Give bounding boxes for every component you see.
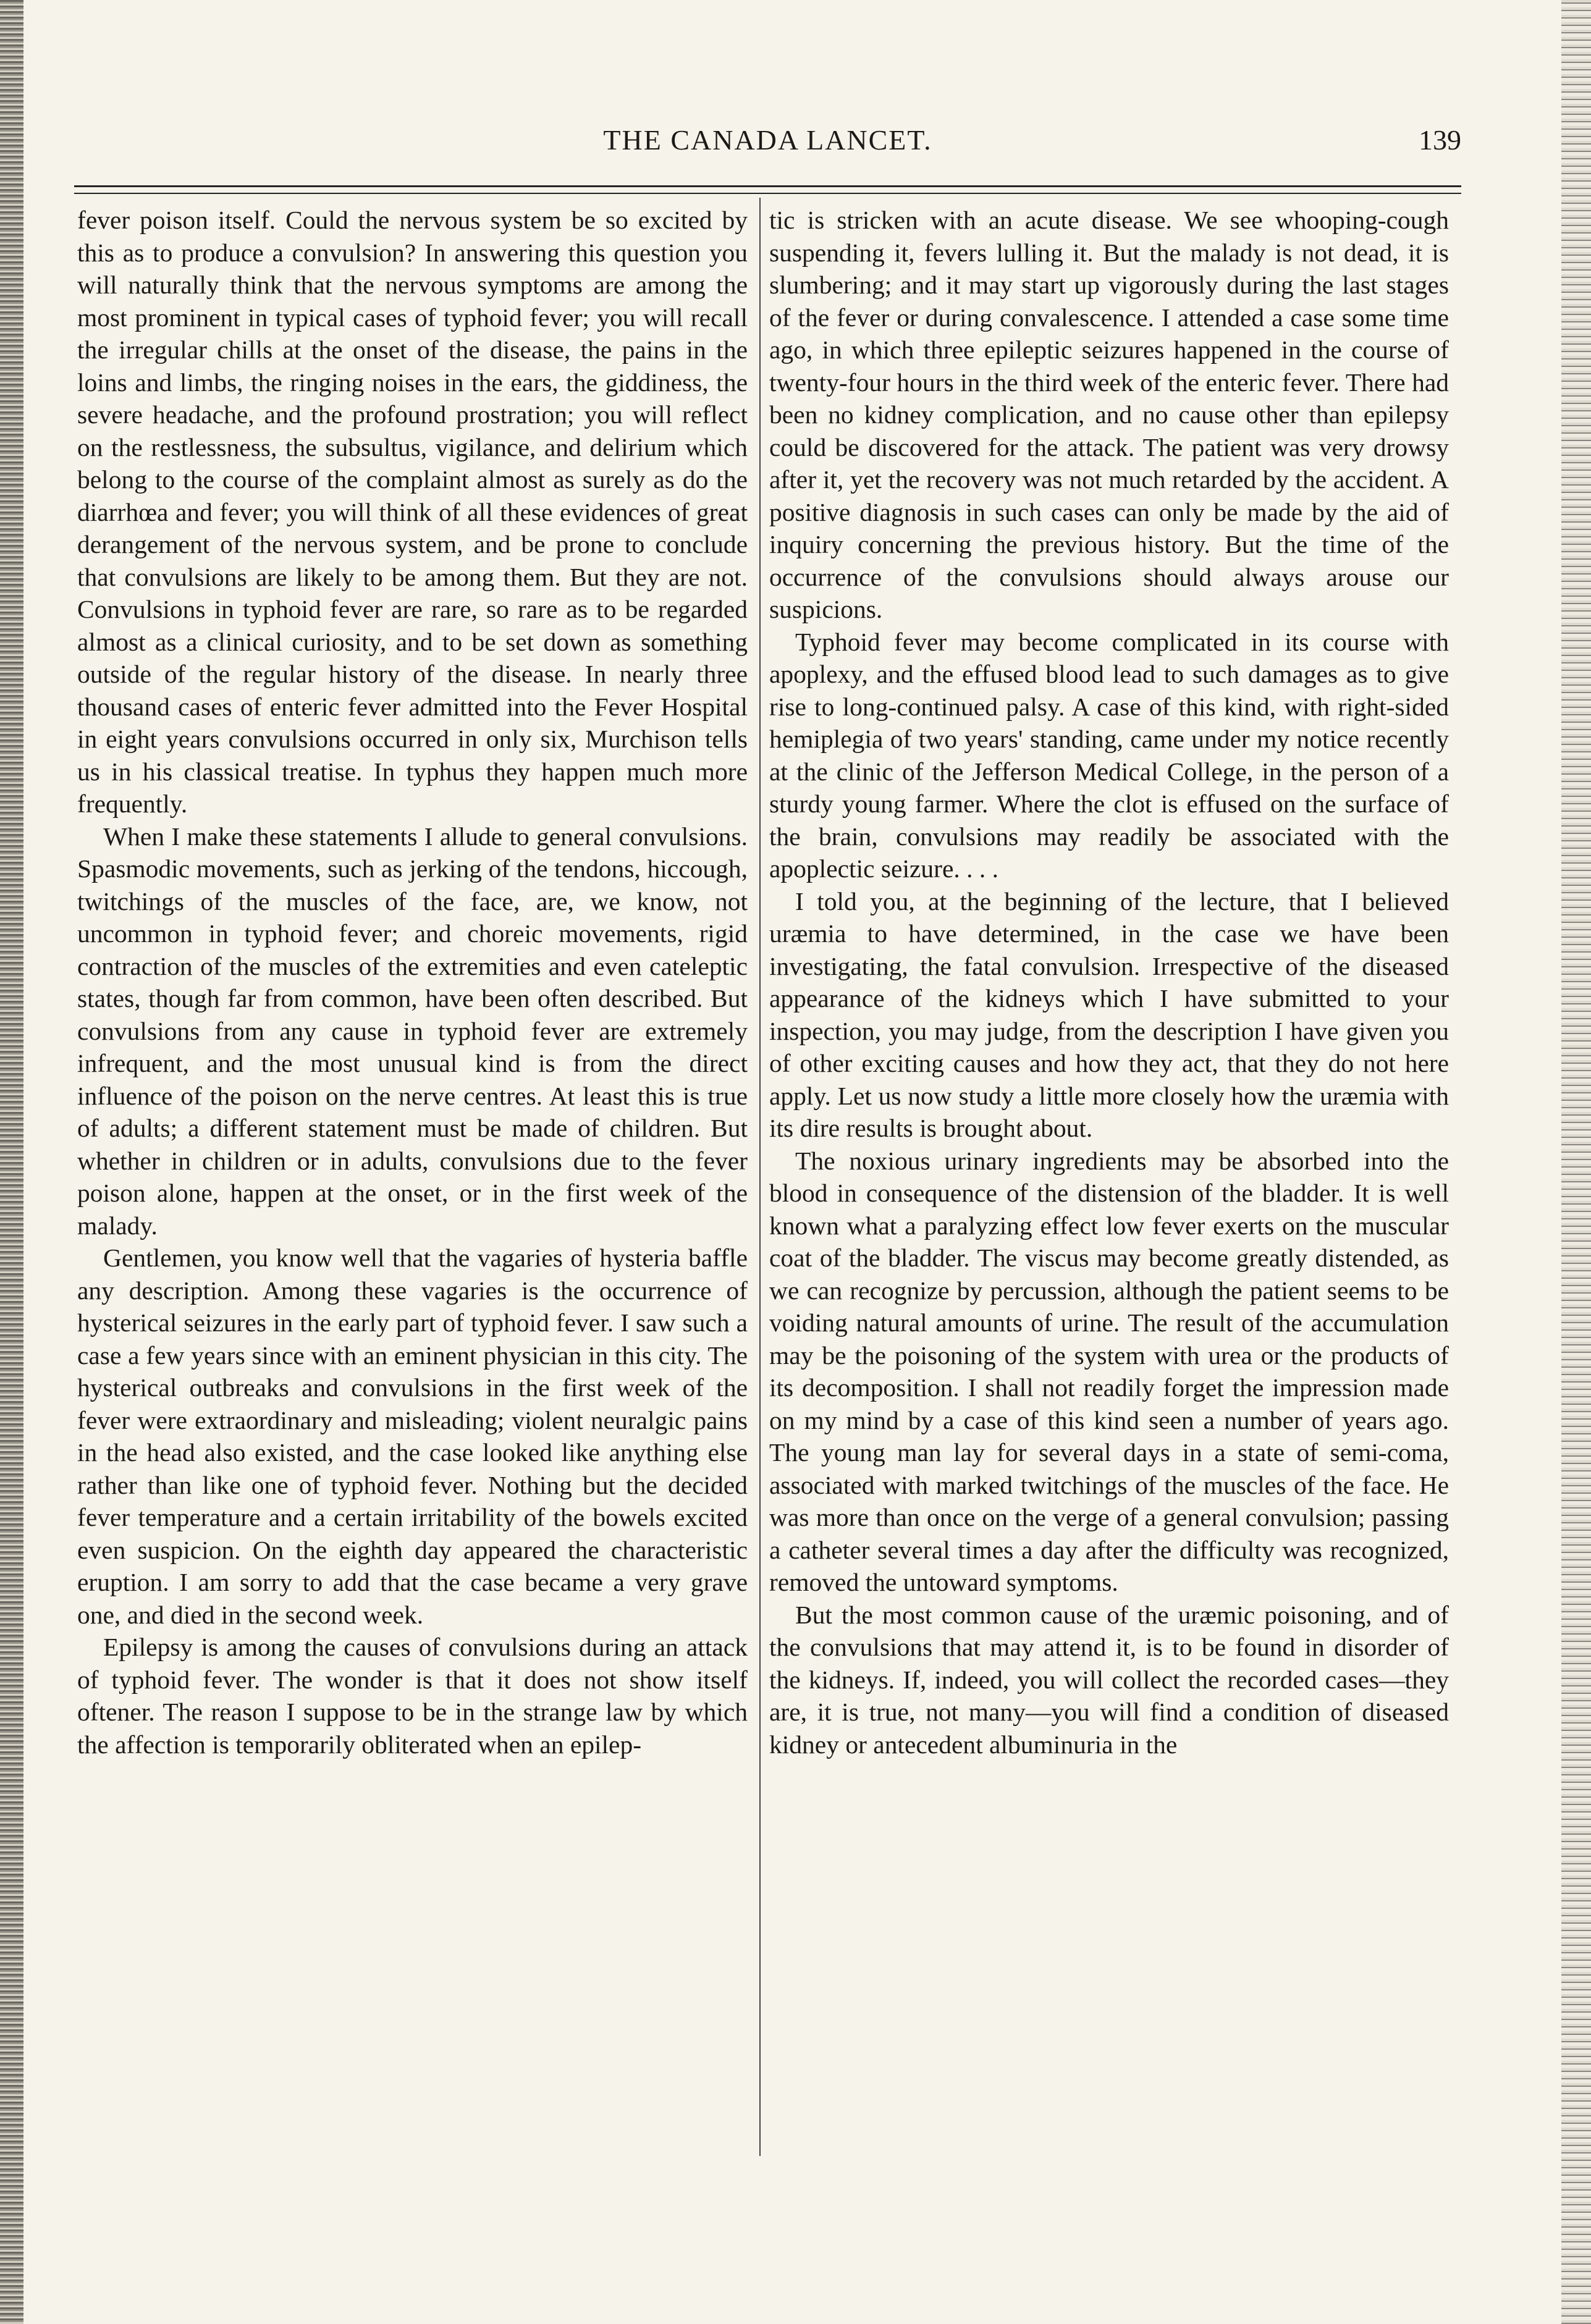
page-number: 139 [1419, 124, 1461, 156]
header-rule-top [74, 185, 1461, 187]
paragraph: fever poison itself. Could the nervous system be so excited by this as to produce a convulsion? In answering this question you will naturally think that the nervous symptoms are among the most prominent in typical cases of typhoid fever; you will recall the irregular chills at the onset of the disease, the pains in the loins and limbs, the ringing noises in the ears, the giddiness, the severe headache, and the profound prostration; you will reflect on the restlessness, the subsultus, vigilance, and delirium which belong to the course of the complaint almost as surely as do the diarrhœa and fever; you will think of all these evidences of great derangement of the nervous system, and be prone to conclude that convulsions are likely to be among them. But they are not. Convulsions in typhoid fever are rare, so rare as to be regarded almost as a clinical curiosity, and to be set down as something outside of the regular history of the disease. In nearly three thousand cases of enteric fever admitted into the Fever Hospital in eight years convulsions occurred in only six, Murchison tells us in his classical treatise. In typhus they happen much more frequently. [77, 206, 748, 818]
running-header [74, 124, 1461, 161]
left-column [77, 204, 748, 2162]
paragraph: I told you, at the beginning of the lecture, that I believed uræmia to have determined, in the case we have been investigating, the fatal convulsion. Irrespective of the diseased appearance of the kidneys which I have submitted to your inspection, you may judge, from the description I have given you of other exciting causes and how they act, that they do not here apply. Let us now study a little more closely how the uræmia with its dire results is brought about. [769, 886, 1449, 1142]
journal-title: THE CANADA LANCET. [603, 124, 932, 156]
paragraph: When I make these statements I allude to general convulsions. Spasmodic movements, such as jerking of the tendons, hiccough, twitchings of the muscles of the face, are, we know, not uncommon in typhoid fever; and choreic movements, rigid contraction of the muscles of the extremities and even cateleptic states, though far from common, have been often described. But convulsions from any cause in typhoid fever are extremely infrequent, and the most unusual kind is from the direct influence of the poison on the nerve centres. At least this is true of adults; a different statement must be made of children. But whether in children or in adults, convulsions due to the fever poison alone, happen at the onset, or in the first week of the malady. [77, 822, 748, 1240]
right-column [769, 204, 1449, 2162]
paragraph: Typhoid fever may become complicated in its course with apoplexy, and the effused blood lead to such damages as to give rise to long-continued palsy. A case of this kind, with right-sided hemiplegia of two years' standing, came under my notice recently at the clinic of the Jefferson Medical College, in the person of a sturdy young farmer. Where the clot is effused on the surface of the brain, convulsions may readily be associated with the apoplectic seizure. . . . [769, 627, 1449, 883]
paragraph: But the most common cause of the uræmic poisoning, and of the convulsions that may attend it, is to be found in disorder of the kidneys. If, indeed, you will collect the recorded cases—they are, it is true, not many—you will find a condition of diseased kidney or antecedent albuminuria in the [769, 1600, 1449, 1759]
paragraph: Epilepsy is among the causes of convulsions during an attack of typhoid fever. The wonder is that it does not show itself oftener. The reason I suppose to be in the strange law by which the affection is temporarily obliterated when an epilep- [77, 1633, 748, 1759]
header-rule-bottom [74, 193, 1461, 194]
scan-edge-right [1561, 0, 1591, 2324]
paragraph: The noxious urinary ingredients may be absorbed into the blood in consequence of the distension of the bladder. It is well known what a paralyzing effect low fever exerts on the muscular coat of the bladder. The viscus may become greatly distended, as we can recognize by percussion, although the patient seems to be voiding natural amounts of urine. The result of the accumulation may be the poisoning of the system with urea or the products of its decomposition. I shall not readily forget the impression made on my mind by a case of this kind seen a number of years ago. The young man lay for several days in a state of semi-coma, associated with marked twitchings of the muscles of the face. He was more than once on the verge of a general convulsion; passing a catheter several times a day after the difficulty was recognized, removed the untoward symptoms. [769, 1146, 1449, 1596]
paragraph: tic is stricken with an acute disease. We see whooping-cough suspending it, fevers lulling it. But the malady is not dead, it is slumbering; and it may start up vigorously during the last stages of the fever or during convalescence. I attended a case some time ago, in which three epileptic seizures happened in the course of twenty-four hours in the third week of the enteric fever. There had been no kidney complication, and no cause other than epilepsy could be discovered for the attack. The patient was very drowsy after it, yet the recovery was not much retarded by the accident. A positive diagnosis in such cases can only be made by the aid of inquiry concerning the previous history. But the time of the occurrence of the convulsions should always arouse our suspicions. [769, 206, 1449, 623]
scan-edge-left [0, 0, 23, 2324]
paragraph: Gentlemen, you know well that the vagaries of hysteria baffle any description. Among these vagaries is the occurrence of hysterical seizures in the early part of typhoid fever. I saw such a case a few years since with an eminent physician in this city. The hysterical outbreaks and convulsions in the first week of the fever were extraordinary and misleading; violent neuralgic pains in the head also existed, and the case looked like anything else rather than like one of typhoid fever. Nothing but the decided fever temperature and a certain irritability of the bowels excited even suspicion. On the eighth day appeared the characteristic eruption. I am sorry to add that the case became a very grave one, and died in the second week. [77, 1244, 748, 1629]
column-divider [759, 198, 761, 2156]
